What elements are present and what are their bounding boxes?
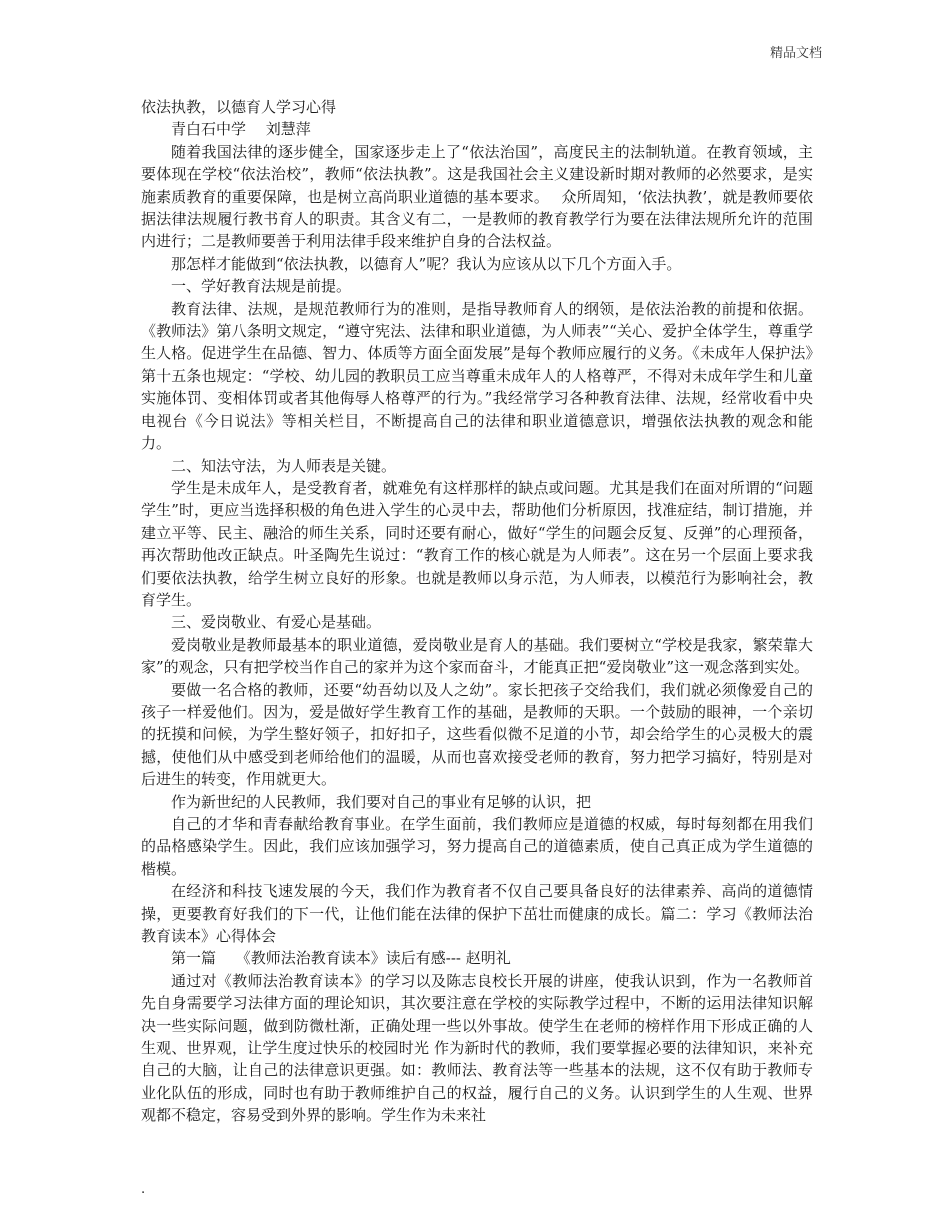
paragraph: 教育法律、法规，是规范教师行为的准则，是指导教师育人的纲领，是依法治教的前提和依据。《教师法》第八条明文规定，“遵守宪法、法律和职业道德，为人师表”“关心、爱护全体学生，尊重学生人格。促进学生在品德、智力、体质等方面全面发展”是每个教师应履行的义务。《未成年人保护法》第十五条也规定：“学校、幼儿园的教职员工应当尊重未成年人的人格尊严，不得对未成年学生和儿童实施体罚、变相体罚或者其他侮辱人格尊严的行为。”我经常学习各种教育法律、法规，经常收看中央电视台《今日说法》等相关栏目，不断提高自己的法律和职业道德意识，增强依法执教的观念和能力。 <box>141 299 813 453</box>
paragraph: 那怎样才能做到“依法执教，以德育人”呢？我认为应该从以下几个方面入手。 <box>171 254 682 273</box>
paragraph: 学生是未成年人，是受教育者，就难免有这样那样的缺点或问题。尤其是我们在面对所谓的“问题学生”时，更应当选择积极的角色进入学生的心灵中去，帮助他们分析原因，找准症结，制订措施，并建立平等、民主、融洽的师生关系，同时还要有耐心，做好“学生的问题会反复、反弹”的心理预备，再次帮助他改正缺点。叶圣陶先生说过：“教育工作的核心就是为人师表”。这在另一个层面上要求我们要依法执教，给学生树立良好的形象。也就是教师以身示范，为人师表，以模范行为影响社会，教育学生。 <box>141 478 813 609</box>
paragraph: 通过对《教师法治教育读本》的学习以及陈志良校长开展的讲座，使我认识到，作为一名教师首先自身需要学习法律方面的理论知识，其次要注意在学校的实际教学过程中，不断的运用法律知识解决一些实际问题，做到防微杜渐，正确处理一些以外事故。使学生在老师的榜样作用下形成正确的人生观、世界观，让学生度过快乐的校园时光 作为新时代的教师，我们要掌握必要的法律知识，来补充自己的大脑，让自己的法律意识更强。如：教师法、教育法等一些基本的法规，这不仅有助于教师专业化队伍的形成，同时也有助于教师维护自己的权益，履行自己的义务。认识到学生的人生观、世界观都不稳定，容易受到外界的影响。学生作为未来社 <box>141 971 813 1125</box>
paragraph: 第一篇 《教师法治教育读本》读后有感--- 赵明礼 <box>171 949 511 968</box>
header-label: 精品文档 <box>769 46 822 61</box>
paragraph: 随着我国法律的逐步健全，国家逐步走上了“依法治国”，高度民主的法制轨道。在教育领域，主要体现在学校“依法治校”，教师“依法执教”。这是我国社会主义建设新时期对教师的必然要求，是实施素质教育的重要保障，也是树立高尚职业道德的基本要求。 众所周知，‘依法执教’，就是教师要依据法律法规履行教书育人的职责。其含义有二，一是教师的教育教学行为要在法律法规所允许的范围内进行；二是教师要善于利用法律手段来维护自身的合法权益。 <box>141 142 813 251</box>
document-body <box>141 96 813 1127</box>
paragraph: 青白石中学 刘慧萍 <box>171 120 311 139</box>
paragraph: 在经济和科技飞速发展的今天，我们作为教育者不仅自己要具备良好的法律素养、高尚的道德情操，更要教育好我们的下一代，让他们能在法律的保护下茁壮而健康的成长。篇二：学习《教师法治教育读本》心得体会 <box>141 882 813 946</box>
document-title: 依法执教，以德育人学习心得 <box>141 98 337 116</box>
paragraph: 爱岗敬业是教师最基本的职业道德，爱岗敬业是育人的基础。我们要树立“学校是我家，繁荣靠大家”的观念，只有把学校当作自己的家并为这个家而奋斗，才能真正把“爱岗敬业”这一观念落到实处。 <box>141 635 813 677</box>
paragraph: 自己的才华和青春献给教育事业。在学生面前，我们教师应是道德的权威，每时每刻都在用我们的品格感染学生。因此，我们应该加强学习，努力提高自己的道德素质，使自己真正成为学生道德的楷模。 <box>141 815 813 878</box>
paragraph: 一、学好教育法规是前提。 <box>171 277 352 296</box>
paragraph: 二、知法守法，为人师表是关键。 <box>171 456 397 475</box>
paragraph: 作为新世纪的人民教师，我们要对自己的事业有足够的认识，把 <box>171 792 592 811</box>
footer-mark: . <box>141 1182 146 1197</box>
paragraph: 要做一名合格的教师，还要“幼吾幼以及人之幼”。家长把孩子交给我们，我们就必须像爱自己的孩子一样爱他们。因为，爱是做好学生教育工作的基础，是教师的天职。一个鼓励的眼神，一个亲切的抚摸和问候，为学生整好领子，扣好扣子，这些看似微不足道的小节，却会给学生的心灵极大的震撼，使他们从中感受到老师给他们的温暖，从而也喜欢接受老师的教育，努力把学习搞好，特别是对后进生的转变，作用就更大。 <box>141 680 813 789</box>
paragraph: 三、爱岗敬业、有爱心是基础。 <box>171 613 382 632</box>
